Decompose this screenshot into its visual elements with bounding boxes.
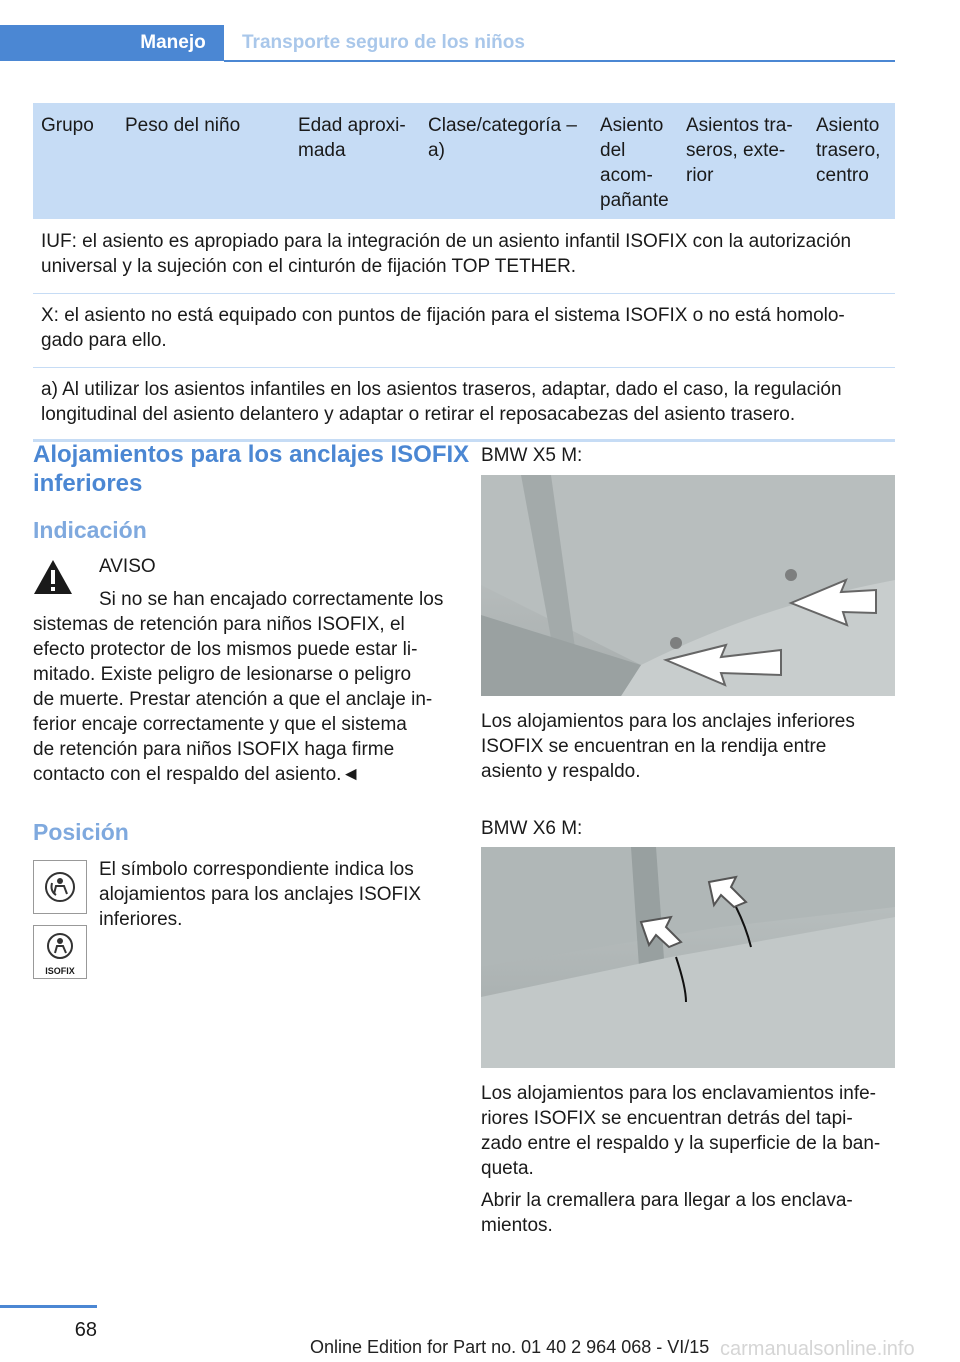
col-edad: Edad aproxi- mada bbox=[298, 115, 406, 161]
header-rule bbox=[224, 60, 895, 62]
section-heading: Alojamientos para los anclajes ISOFIX inferiores bbox=[33, 441, 470, 497]
col-trasero-centro: Asiento trasero, centro bbox=[816, 115, 881, 186]
x6-label: BMW X6 M: bbox=[481, 818, 583, 839]
warning-icon bbox=[33, 559, 73, 595]
table-header bbox=[33, 103, 895, 219]
warning-label: AVISO bbox=[99, 556, 156, 577]
x5-text: Los alojamientos para los anclajes inferiores ISOFIX se encuentran en la rendija entre asiento y respaldo. bbox=[481, 711, 855, 782]
isofix-child-seat-icon bbox=[33, 860, 87, 914]
warning-text: sistemas de retención para niños ISOFIX, el efecto protector de los mismos puede estar li- mitado. Existe peligro de lesionarse o peligro de muerte. Prestar atención a que el anclaje in- ferior encaje correctamente y que el sistema de retención para niños ISOFIX haga firme contacto con el respaldo del asiento.◄ bbox=[33, 614, 433, 785]
x6-text: Los alojamientos para los enclavamientos infe- riores ISOFIX se encuentran detrás del tapi- zado entre el respaldo y la superficie de la ban- queta. bbox=[481, 1083, 881, 1179]
chapter-tab: Manejo bbox=[122, 25, 224, 61]
x5-seat-photo bbox=[481, 475, 895, 696]
position-heading: Posición bbox=[33, 819, 129, 845]
watermark: carmanualsonline.info bbox=[720, 1338, 915, 1360]
section-title: Transporte seguro de los niños bbox=[242, 32, 525, 53]
col-acompanante: Asiento del acom- pañante bbox=[600, 115, 669, 211]
col-grupo: Grupo bbox=[41, 115, 94, 136]
position-text: El símbolo correspondiente indica los alojamientos para los anclajes ISOFIX inferiores. bbox=[99, 859, 422, 930]
isofix-symbol-label: ISOFIX bbox=[45, 966, 75, 976]
col-traseros-exterior: Asientos tra- seros, exte- rior bbox=[686, 115, 793, 186]
page-number: 68 bbox=[74, 1319, 97, 1341]
isofix-table bbox=[33, 103, 895, 442]
table-note-a: a) Al utilizar los asientos infantiles en los asientos traseros, adaptar, dado el caso, la regulación longitudinal del asiento delantero y adaptar o retirar el reposacabezas del asiento trasero. bbox=[41, 379, 842, 425]
col-clase: Clase/categoría – a) bbox=[428, 115, 577, 161]
table-note-x: X: el asiento no está equipado con puntos de fijación para el sistema ISOFIX o no está homolo- gado para ello. bbox=[41, 305, 845, 351]
edition-info: Online Edition for Part no. 01 40 2 964 068 - VI/15 bbox=[310, 1337, 710, 1357]
note-heading: Indicación bbox=[33, 517, 147, 543]
warning-text-first: Si no se han encajado correctamente los bbox=[99, 589, 444, 610]
col-peso: Peso del niño bbox=[125, 115, 241, 136]
isofix-symbol-icon bbox=[33, 925, 87, 979]
footer-rule bbox=[0, 1305, 97, 1308]
table-note-iuf: IUF: el asiento es apropiado para la integración de un asiento infantil ISOFIX con la autorización universal y la sujeción con el cinturón de fijación TOP TETHER. bbox=[41, 231, 852, 277]
header-accent bbox=[0, 25, 122, 61]
x6-seat-photo bbox=[481, 847, 895, 1068]
x5-label: BMW X5 M: bbox=[481, 445, 583, 466]
x6-text-2: Abrir la cremallera para llegar a los enclava- mientos. bbox=[481, 1190, 853, 1236]
